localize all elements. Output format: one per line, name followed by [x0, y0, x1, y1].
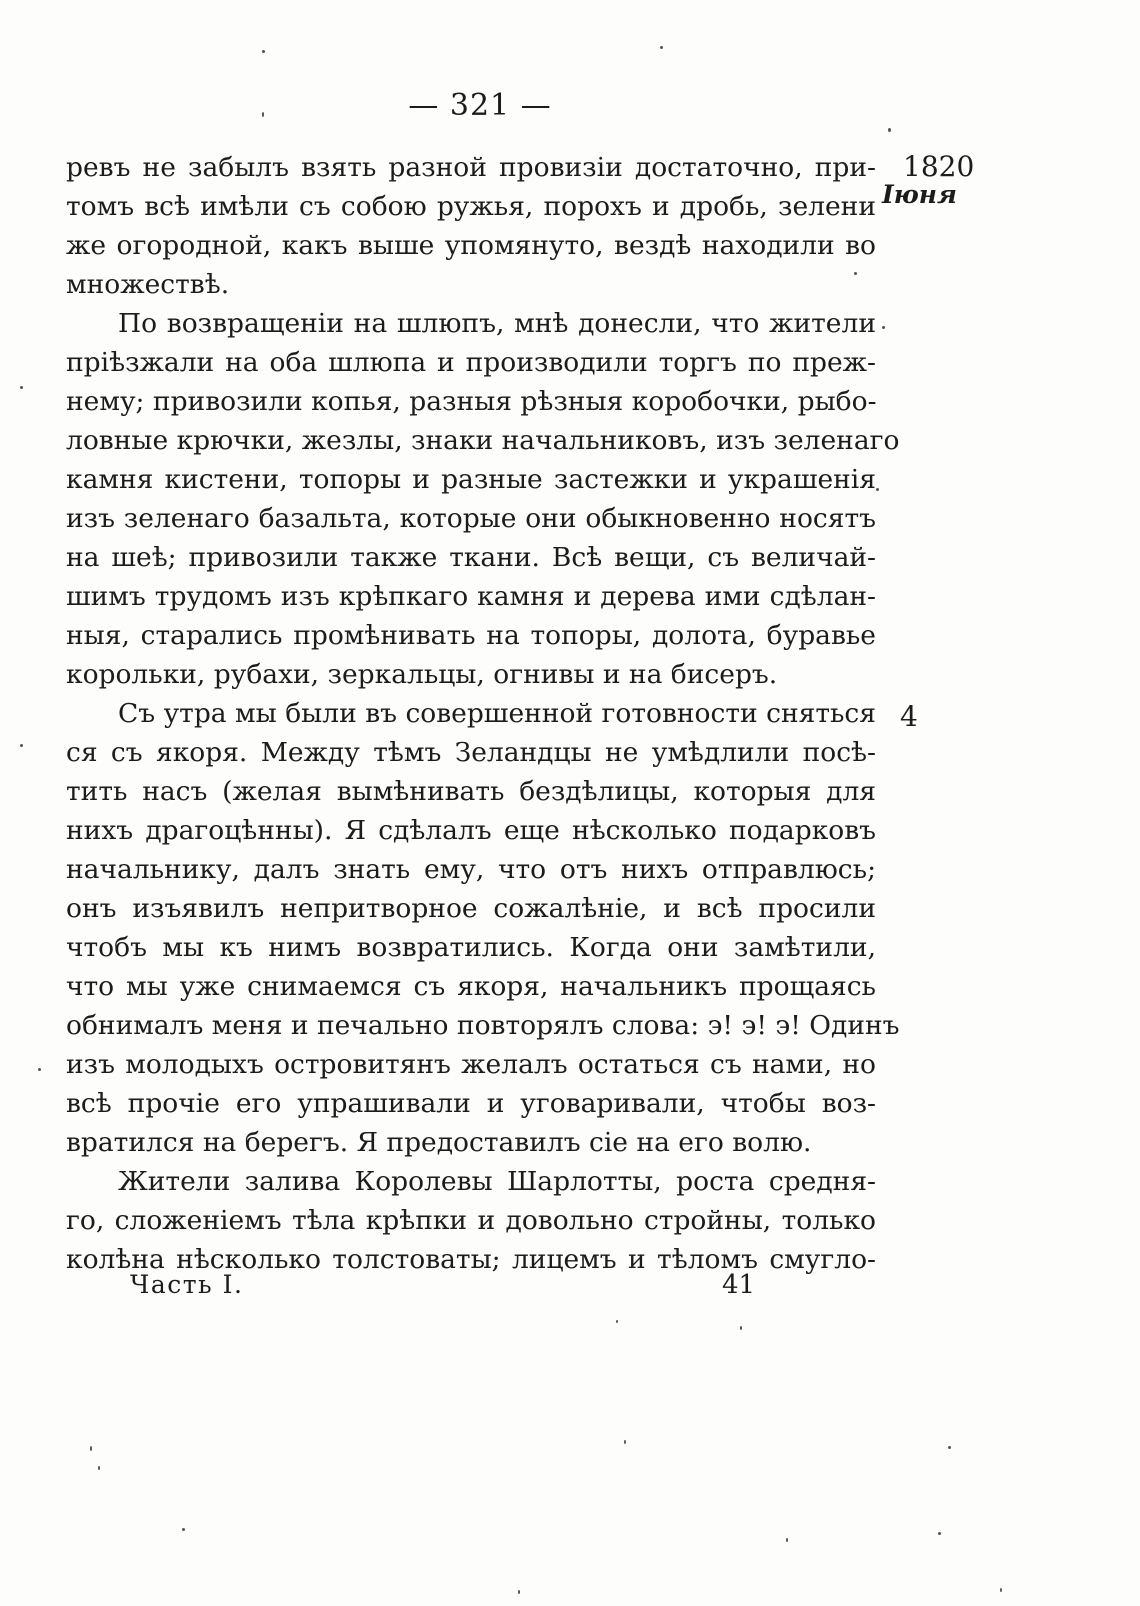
- scan-speck: [876, 488, 879, 491]
- paragraph-2: [66, 304, 900, 694]
- text-line: на шеѣ; привозили также ткани. Всѣ вещи, съ величай-: [66, 542, 876, 573]
- scan-speck: [182, 1528, 185, 1531]
- text-line: колѣна нѣсколько толстоваты; лицемъ и тѣломъ смугло-: [66, 1244, 876, 1275]
- paragraph-1: [66, 148, 876, 304]
- scan-speck: [660, 46, 663, 49]
- scan-speck: [1000, 1588, 1002, 1592]
- scan-speck: [854, 272, 857, 275]
- text-line: изъ молодыхъ островитянъ желалъ остаться съ нами, но: [66, 1049, 876, 1080]
- scan-speck: [786, 1538, 788, 1542]
- footer-signature-mark: 41: [722, 1270, 756, 1300]
- text-line: ревъ не забылъ взять разной провизіи достаточно, при-: [66, 152, 876, 183]
- footer-part-label: Часть I.: [130, 1270, 244, 1299]
- text-line: ныя, старались промѣнивать на топоры, долота, буравье: [66, 620, 876, 651]
- text-line: чтобъ мы къ нимъ возвратились. Когда они замѣтили,: [66, 932, 876, 963]
- text-line: тить насъ (желая вымѣнивать бездѣлицы, которыя для: [66, 776, 876, 807]
- scan-speck: [262, 112, 264, 117]
- text-line: Съ утра мы были въ совершенной готовности сняться: [118, 698, 876, 729]
- scan-speck: [888, 128, 891, 132]
- text-line: шимъ трудомъ изъ крѣпкаго камня и дерева ими сдѣлан-: [66, 581, 876, 612]
- text-line: Жители залива Королевы Шарлотты, роста средня-: [118, 1166, 876, 1197]
- text-line: камня кистени, топоры и разные застежки и украшенія: [66, 464, 876, 495]
- margin-month: Іюня: [882, 180, 957, 209]
- text-line: корольки, рубахи, зеркальцы, огнивы и на бисеръ.: [66, 659, 778, 690]
- text-line: пріѣзжали на оба шлюпа и производили торгъ по преж-: [66, 347, 876, 378]
- text-line: множествѣ.: [66, 269, 230, 300]
- text-line: По возвращеніи на шлюпъ, мнѣ донесли, что жители: [118, 308, 876, 339]
- text-line: что мы уже снимаемся съ якоря, начальникъ прощаясь: [66, 971, 876, 1002]
- scan-speck: [98, 1466, 100, 1470]
- text-line: томъ всѣ имѣли съ собою ружья, порохъ и дробь, зелени: [66, 191, 876, 222]
- scan-speck: [20, 386, 23, 389]
- text-line: нему; привозили копья, разныя рѣзныя коробочки, рыбо-: [66, 386, 877, 417]
- scan-speck: [948, 1446, 951, 1449]
- scan-speck: [90, 1446, 92, 1451]
- page-number: — 321 —: [408, 88, 552, 123]
- paragraph-3: [66, 694, 900, 1162]
- scan-speck: [624, 1440, 626, 1444]
- scan-speck: [616, 1320, 618, 1323]
- text-line: го, сложеніемъ тѣла крѣпки и довольно стройны, только: [66, 1205, 876, 1236]
- paragraph-4: [66, 1162, 876, 1279]
- scan-speck: [882, 326, 885, 329]
- text-line: начальнику, далъ знать ему, что отъ нихъ отправлюсь;: [66, 854, 876, 885]
- text-line: нихъ драгоцѣнны). Я сдѣлалъ еще нѣсколько подарковъ: [66, 815, 876, 846]
- scan-speck: [38, 1068, 41, 1071]
- body-text: [66, 148, 900, 1279]
- text-line: обнималъ меня и печально повторялъ слова: э! э! э! Одинъ: [66, 1010, 900, 1041]
- text-line: ся съ якоря. Между тѣмъ Зеландцы не умѣдлили посѣ-: [66, 737, 876, 768]
- scan-speck: [262, 50, 265, 53]
- scan-speck: [20, 744, 23, 747]
- scan-speck: [938, 1532, 941, 1535]
- text-line: изъ зеленаго базальта, которые они обыкновенно носятъ: [66, 503, 876, 534]
- scan-speck: [518, 1590, 520, 1594]
- margin-year: 1820: [903, 150, 975, 183]
- margin-day: 4: [900, 700, 918, 733]
- text-line: вратился на берегъ. Я предоставилъ сіе на его волю.: [66, 1127, 812, 1158]
- scan-speck: [740, 1326, 742, 1330]
- text-line: онъ изъявилъ непритворное сожалѣніе, и всѣ просили: [66, 893, 876, 924]
- text-line: же огородной, какъ выше упомянуто, вездѣ находили во: [66, 230, 876, 261]
- text-line: ловные крючки, жезлы, знаки начальниковъ, изъ зеленаго: [66, 425, 900, 456]
- text-line: всѣ прочіе его упрашивали и уговаривали, чтобы воз-: [66, 1088, 876, 1119]
